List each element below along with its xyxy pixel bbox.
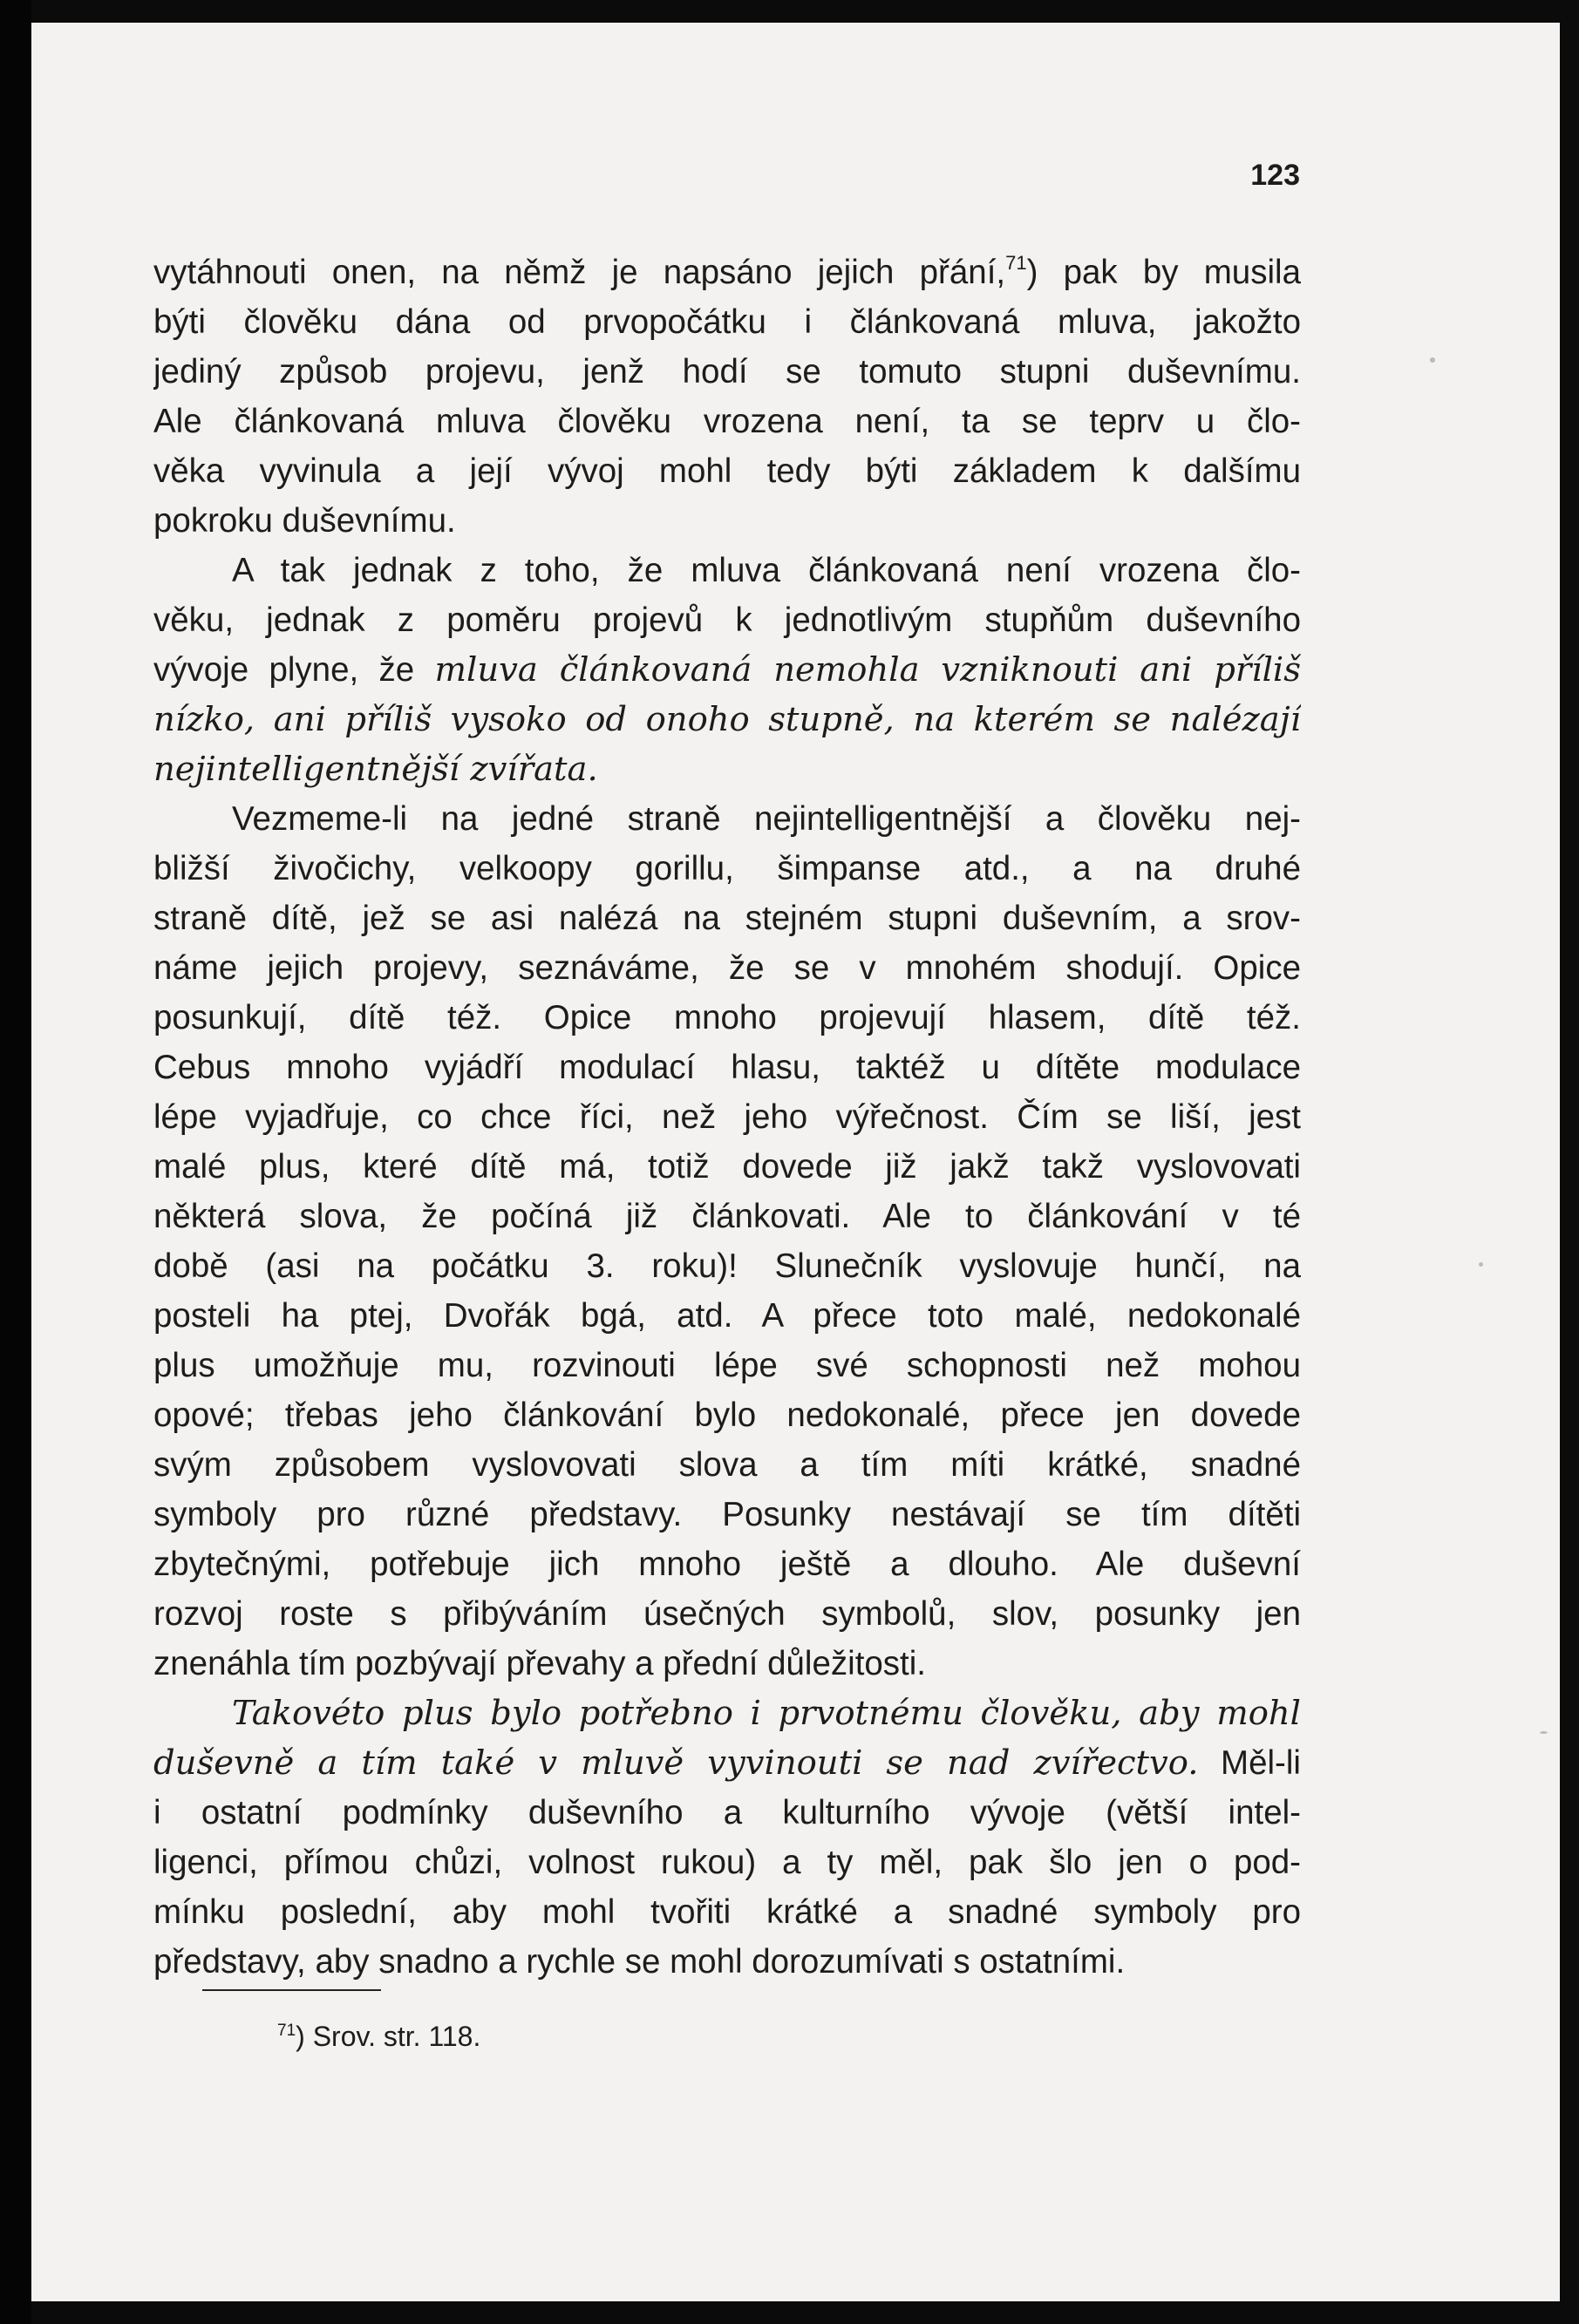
scan-speck	[1430, 357, 1435, 363]
scan-edge-left	[0, 0, 31, 2324]
text-run: ) pak by musila	[1026, 254, 1301, 291]
text-line	[153, 993, 1301, 1043]
text-line	[153, 943, 1301, 993]
text-line	[153, 595, 1301, 645]
text-run: A tak jednak z toho, že mluva článkovaná není vrozena člo-	[232, 552, 1301, 589]
text-run: vývoje plyne, že	[153, 651, 435, 689]
text-line	[153, 1241, 1301, 1291]
text-run: bližší živočichy, velkoopy gorillu, šimpanse atd., a na druhé	[153, 850, 1301, 887]
footnote	[277, 2021, 480, 2053]
italic-text: duševně a tím také v mluvě vyvinouti se nad zvířectvo.	[153, 1743, 1199, 1783]
text-line	[153, 1887, 1301, 1937]
text-run: Měl-li	[1198, 1744, 1301, 1782]
text-run: Vezmeme-li na jedné straně nejintelligentnější a člověku nej-	[232, 800, 1301, 838]
scan-speck	[1540, 1731, 1548, 1734]
text-line	[153, 1291, 1301, 1341]
text-run: Cebus mnoho vyjádří modulací hlasu, taktéž u dítěte modulace	[153, 1049, 1301, 1086]
scan-speck	[1479, 1262, 1483, 1267]
page-number: 123	[1250, 159, 1300, 192]
text-run: rozvoj roste s přibýváním úsečných symbolů, slov, posunky jen	[153, 1595, 1301, 1633]
text-run: Ale článkovaná mluva člověku vrozena není, ta se teprv u člo-	[153, 403, 1301, 440]
italic-text: Takovéto plus bylo potřebno i prvotnému člověku, aby mohl	[232, 1694, 1301, 1733]
text-run: symboly pro různé představy. Posunky nestávají se tím dítěti	[153, 1496, 1301, 1533]
text-run: představy, aby snadno a rychle se mohl dorozumívati s ostatními.	[153, 1943, 1126, 1981]
text-line	[153, 1192, 1301, 1241]
text-run: věku, jednak z poměru projevů k jednotlivým stupňům duševního	[153, 601, 1301, 639]
text-run: ligenci, přímou chůzi, volnost rukou) a ty měl, pak šlo jen o pod-	[153, 1844, 1301, 1881]
text-line	[153, 1043, 1301, 1092]
paragraph	[153, 546, 1301, 794]
text-run: náme jejich projevy, seznáváme, že se v mnohém shodují. Opice	[153, 949, 1301, 987]
footnote-reference[interactable]: 71	[1005, 252, 1027, 274]
text-line	[153, 1092, 1301, 1142]
text-line	[153, 1738, 1301, 1788]
text-line	[153, 645, 1301, 695]
italic-text: nízko, ani příliš vysoko od onoho stupně, na kterém se nalézají	[153, 700, 1301, 739]
text-run: mínku poslední, aby mohl tvořiti krátké a snadné symboly pro	[153, 1893, 1301, 1931]
text-line	[153, 1341, 1301, 1390]
text-run: věka vyvinula a její vývoj mohl tedy býti základem k dalšímu	[153, 452, 1301, 490]
text-run: svým způsobem vyslovovati slova a tím míti krátké, snadné	[153, 1446, 1301, 1484]
text-run: opové; třebas jeho článkování bylo nedokonalé, přece jen dovede	[153, 1396, 1301, 1434]
text-line	[153, 695, 1301, 744]
text-run: malé plus, které dítě má, totiž dovede již jakž takž vyslovovati	[153, 1148, 1301, 1186]
text-line	[153, 1142, 1301, 1192]
text-run: i ostatní podmínky duševního a kulturního vývoje (větší intel-	[153, 1794, 1301, 1831]
text-run: zbytečnými, potřebuje jich mnoho ještě a dlouho. Ale duševní	[153, 1546, 1301, 1583]
footnote-text: ) Srov. str. 118.	[296, 2021, 481, 2052]
text-run: lépe vyjadřuje, co chce říci, než jeho výřečnost. Čím se liší, jest	[153, 1098, 1301, 1136]
paragraph	[153, 248, 1301, 546]
text-line	[153, 446, 1301, 496]
text-line	[153, 1838, 1301, 1887]
text-line	[153, 1440, 1301, 1490]
text-run: posunkují, dítě též. Opice mnoho projevují hlasem, dítě též.	[153, 999, 1301, 1036]
text-line	[153, 546, 1301, 595]
text-line	[153, 1639, 1301, 1689]
text-run: straně dítě, jež se asi nalézá na stejném stupni duševním, a srov-	[153, 900, 1301, 937]
text-run: plus umožňuje mu, rozvinouti lépe své schopnosti než mohou	[153, 1347, 1301, 1384]
text-line	[153, 1490, 1301, 1539]
text-run: některá slova, že počíná již článkovati. Ale to článkování v té	[153, 1198, 1301, 1235]
text-line	[153, 297, 1301, 347]
text-run: býti člověku dána od prvopočátku i článkovaná mluva, jakožto	[153, 303, 1301, 341]
text-line	[153, 794, 1301, 844]
italic-text: nejintelligentnější zvířata.	[153, 750, 598, 789]
text-line	[153, 1788, 1301, 1838]
text-line	[153, 1589, 1301, 1639]
text-line	[153, 1937, 1301, 1987]
text-line	[153, 1689, 1301, 1738]
text-line	[153, 248, 1301, 297]
text-line	[153, 844, 1301, 894]
body-text	[153, 248, 1301, 1987]
text-line	[153, 894, 1301, 943]
text-line	[153, 496, 1301, 546]
footnote-rule	[202, 1989, 381, 1991]
text-run: době (asi na počátku 3. roku)! Slunečník vyslovuje hunčí, na	[153, 1247, 1301, 1285]
text-line	[153, 744, 1301, 794]
text-run: posteli ha ptej, Dvořák bgá, atd. A přece toto malé, nedokonalé	[153, 1297, 1301, 1335]
text-line	[153, 1539, 1301, 1589]
text-line	[153, 347, 1301, 397]
footnote-mark: 71	[277, 2022, 296, 2040]
text-run: vytáhnouti onen, na němž je napsáno jejich přání,	[153, 254, 1006, 291]
italic-text: mluva článkovaná nemohla vzniknouti ani příliš	[434, 650, 1301, 690]
text-run: znenáhla tím pozbývají převahy a přední důležitosti.	[153, 1645, 927, 1682]
text-run: pokroku duševnímu.	[153, 502, 456, 540]
paragraph	[153, 794, 1301, 1689]
text-run: jediný způsob projevu, jenž hodí se tomuto stupni duševnímu.	[153, 353, 1301, 391]
text-line	[153, 1390, 1301, 1440]
text-line	[153, 397, 1301, 446]
paragraph	[153, 1689, 1301, 1987]
